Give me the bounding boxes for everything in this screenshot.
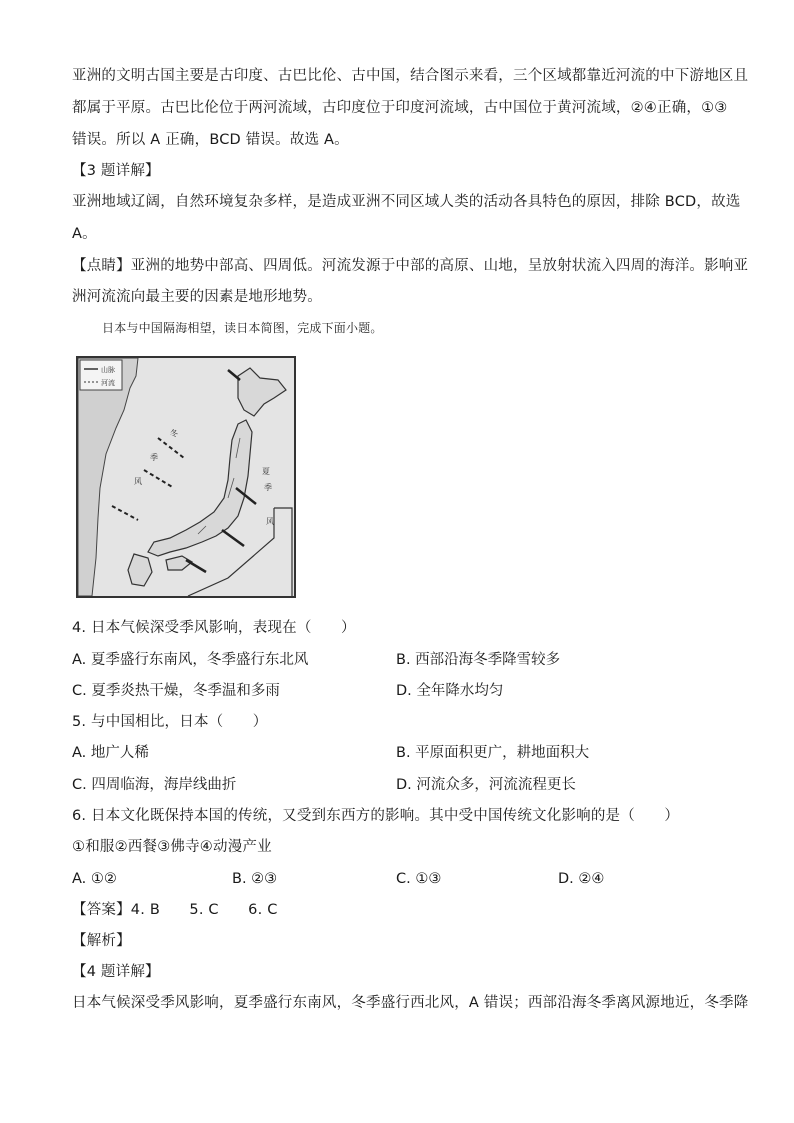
map-label: 季 <box>150 453 158 462</box>
japan-map <box>76 356 296 598</box>
q5-option-d: D. 河流众多，河流流程更长 <box>396 777 576 793</box>
map-label: 风 <box>266 517 274 526</box>
q5-option-b: B. 平原面积更广，耕地面积大 <box>396 745 590 761</box>
question-5-stem: 5. 与中国相比，日本（ ） <box>72 714 268 730</box>
legend-label-mountains: 山脉 <box>101 366 115 374</box>
paragraph-line: 亚洲的文明古国主要是古印度、古巴比伦、古中国，结合图示来看，三个区域都靠近河流的中下游地区且 <box>72 68 749 84</box>
q6-option-b: B. ②③ <box>232 871 278 887</box>
question-6-items: ①和服②西餐③佛寺④动漫产业 <box>72 839 272 855</box>
section-heading: 【3 题详解】 <box>72 163 160 179</box>
q4-option-c: C. 夏季炎热干燥，冬季温和多雨 <box>72 683 280 699</box>
question-6-stem: 6. 日本文化既保持本国的传统，又受到东西方的影响。其中受中国传统文化影响的是（ ） <box>72 808 680 824</box>
legend-label-rivers: 河流 <box>101 379 115 387</box>
q6-option-a: A. ①② <box>72 871 117 887</box>
map-label: 风 <box>134 477 142 486</box>
paragraph-line: A。 <box>72 226 97 242</box>
paragraph-line: 都属于平原。古巴比伦位于两河流域，古印度位于印度河流域，古中国位于黄河流域，②④正确，①③ <box>72 100 728 116</box>
q4-option-a: A. 夏季盛行东南风，冬季盛行东北风 <box>72 652 309 668</box>
map-label: 冬 <box>170 429 178 438</box>
answer-line: 【答案】4. B 5. C 6. C <box>72 902 278 918</box>
paragraph-line: 错误。所以 A 正确，BCD 错误。故选 A。 <box>72 132 349 148</box>
paragraph-line: 日本气候深受季风影响，夏季盛行东南风，冬季盛行西北风，A 错误；西部沿海冬季离风源地近，冬季降 <box>72 995 749 1011</box>
q5-option-a: A. 地广人稀 <box>72 745 149 761</box>
note-line: 洲河流流向最主要的因素是地形地势。 <box>72 289 322 305</box>
q5-option-c: C. 四周临海，海岸线曲折 <box>72 777 237 793</box>
japan-map-drawing <box>78 358 294 596</box>
map-intro: 日本与中国隔海相望，读日本简图，完成下面小题。 <box>102 321 383 335</box>
analysis-heading: 【解析】 <box>72 933 131 949</box>
note-line: 【点睛】亚洲的地势中部高、四周低。河流发源于中部的高原、山地，呈放射状流入四周的海洋。影响亚 <box>72 258 749 274</box>
q6-option-d: D. ②④ <box>558 871 605 887</box>
map-label: 季 <box>264 483 272 492</box>
map-label: 夏 <box>262 467 270 476</box>
question-4-stem: 4. 日本气候深受季风影响，表现在（ ） <box>72 620 356 636</box>
q6-option-c: C. ①③ <box>396 871 442 887</box>
section-heading: 【4 题详解】 <box>72 964 160 980</box>
q4-option-b: B. 西部沿海冬季降雪较多 <box>396 652 561 668</box>
paragraph-line: 亚洲地域辽阔，自然环境复杂多样，是造成亚洲不同区域人类的活动各具特色的原因，排除 BCD，故选 <box>72 194 741 210</box>
q4-option-d: D. 全年降水均匀 <box>396 683 504 699</box>
